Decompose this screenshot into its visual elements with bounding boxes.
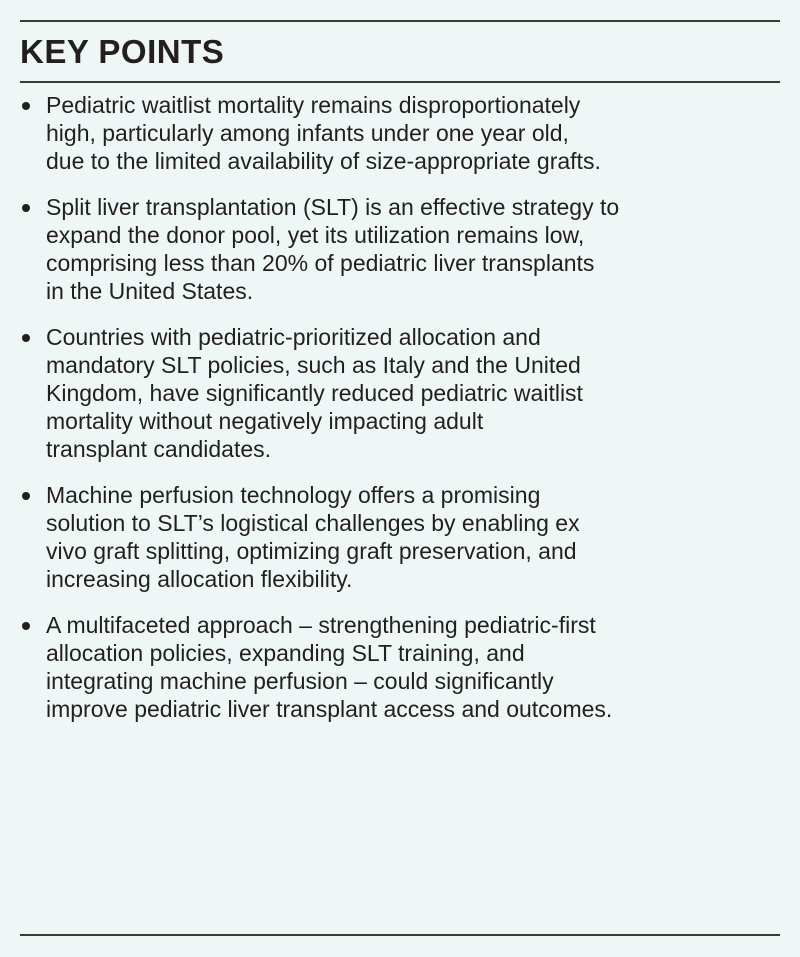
- key-point-text-line: expand the donor pool, yet its utilization remains low,: [46, 222, 585, 248]
- bullet-icon: [22, 622, 30, 630]
- key-point-text-line: integrating machine perfusion – could significantly: [46, 668, 554, 694]
- key-point-text-line: A multifaceted approach – strengthening pediatric-first: [46, 612, 596, 638]
- key-point-item: [20, 481, 785, 593]
- bullet-icon: [22, 204, 30, 212]
- bullet-icon: [22, 102, 30, 110]
- bullet-icon: [22, 334, 30, 342]
- key-point-text-line: high, particularly among infants under one year old,: [46, 120, 569, 146]
- key-point-text-line: Countries with pediatric-prioritized allocation and: [46, 324, 541, 350]
- key-point-text-line: increasing allocation flexibility.: [46, 566, 353, 592]
- bottom-divider: [20, 934, 780, 936]
- key-point-text-line: vivo graft splitting, optimizing graft preservation, and: [46, 538, 577, 564]
- key-point-text-line: transplant candidates.: [46, 436, 272, 462]
- key-point-text-line: Machine perfusion technology offers a promising: [46, 482, 541, 508]
- key-point-item: [20, 611, 785, 723]
- title-divider: [20, 81, 780, 83]
- key-point-text-line: solution to SLT’s logistical challenges by enabling ex: [46, 510, 580, 536]
- key-points-list: [20, 91, 785, 741]
- key-point-item: [20, 91, 785, 175]
- key-point-text-line: mortality without negatively impacting adult: [46, 408, 484, 434]
- top-divider: [20, 20, 780, 22]
- key-point-text-line: Split liver transplantation (SLT) is an effective strategy to: [46, 194, 620, 220]
- key-point-text-line: allocation policies, expanding SLT training, and: [46, 640, 525, 666]
- key-point-text-line: Pediatric waitlist mortality remains disproportionately: [46, 92, 581, 118]
- key-point-text-line: due to the limited availability of size-appropriate grafts.: [46, 148, 601, 174]
- key-point-text-line: Kingdom, have significantly reduced pediatric waitlist: [46, 380, 583, 406]
- key-point-item: [20, 193, 785, 305]
- key-point-text-line: improve pediatric liver transplant access and outcomes.: [46, 696, 613, 722]
- key-point-text-line: mandatory SLT policies, such as Italy and the United: [46, 352, 581, 378]
- key-point-item: [20, 323, 785, 463]
- section-title: KEY POINTS: [20, 33, 225, 70]
- key-point-text-line: in the United States.: [46, 278, 254, 304]
- key-point-text-line: comprising less than 20% of pediatric liver transplants: [46, 250, 595, 276]
- bullet-icon: [22, 492, 30, 500]
